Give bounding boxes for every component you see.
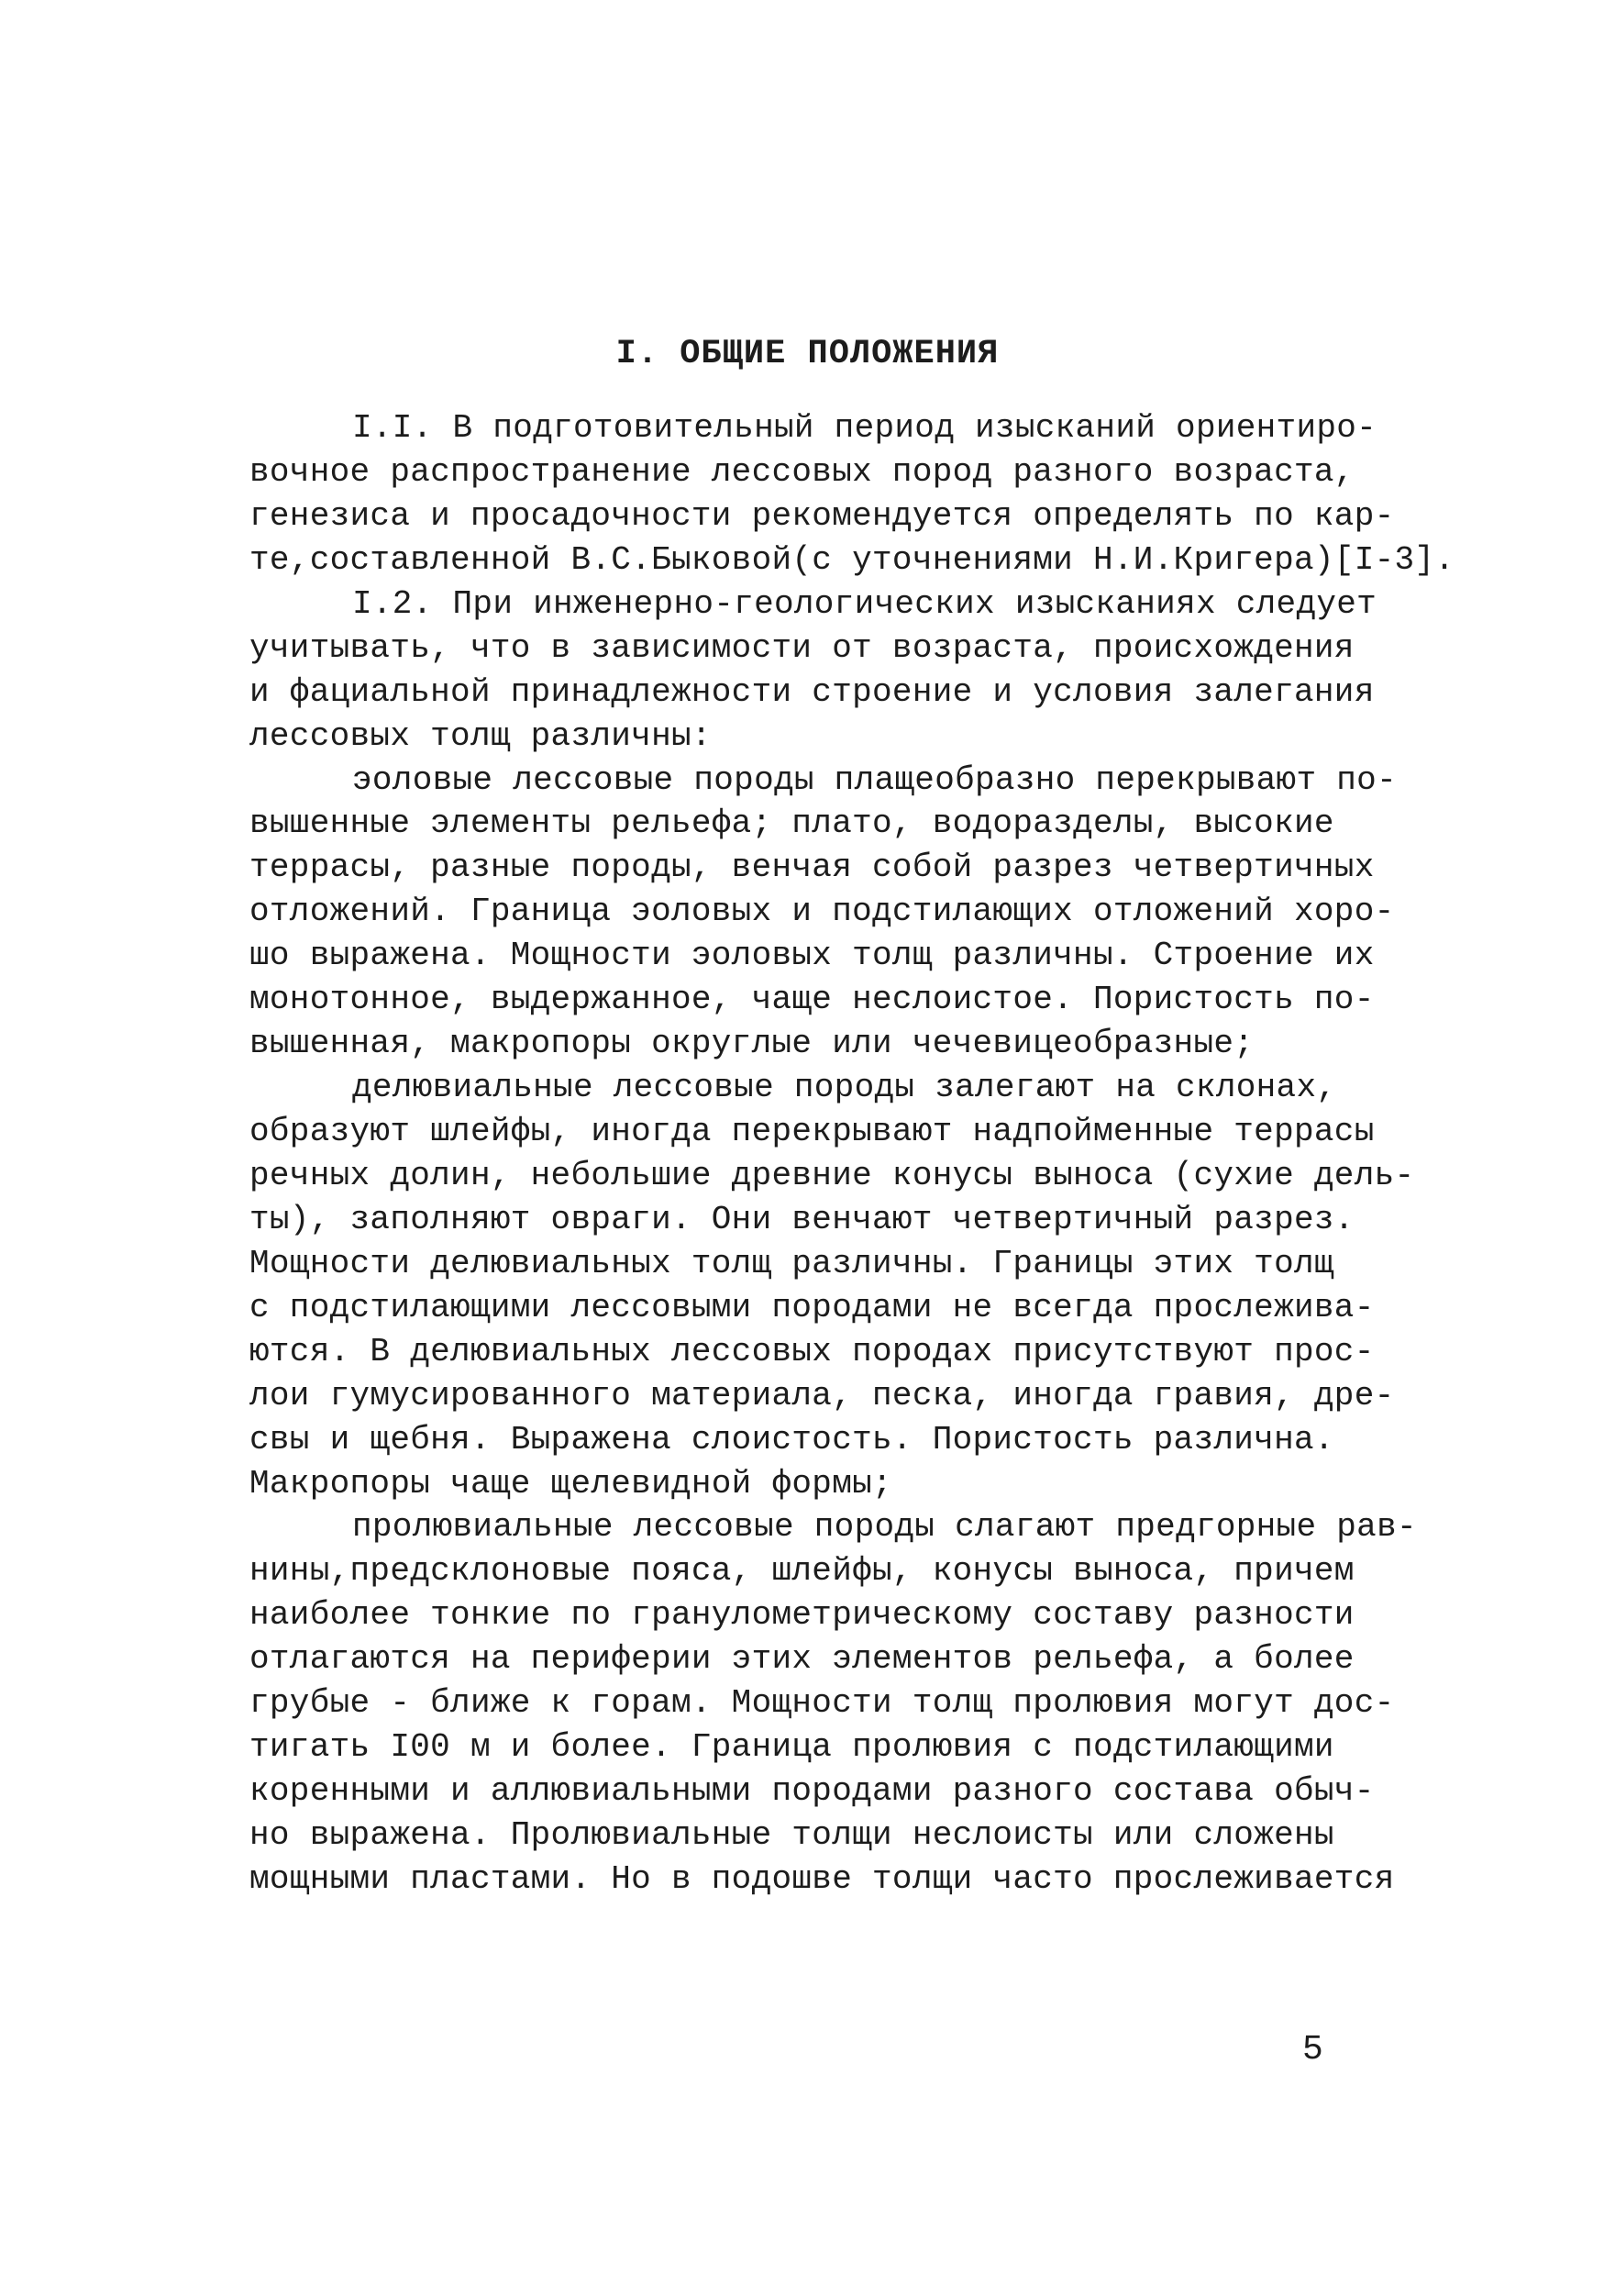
text-line: лои гумусированного материала, песка, иногда гравия, дре- xyxy=(249,1376,1395,1414)
text-line: вочное распространение лессовых пород разного возраста, xyxy=(249,452,1355,491)
page-number: 5 xyxy=(1302,2030,1323,2069)
text-line: Макропоры чаще щелевидной формы; xyxy=(249,1464,892,1503)
text-line: коренными и аллювиальными породами разного состава обыч- xyxy=(249,1772,1375,1811)
text-line: террасы, разные породы, венчая собой разрез четвертичных xyxy=(249,849,1375,887)
text-line: I.I. В подготовительный период изысканий ориентиро- xyxy=(352,409,1377,447)
text-line: свы и щебня. Выражена слоистость. Пористость различна. xyxy=(249,1420,1334,1459)
body-text xyxy=(249,406,1455,1902)
text-line: ются. В делювиальных лессовых породах присутствуют прос- xyxy=(249,1332,1375,1370)
text-line: отложений. Граница эоловых и подстилающих отложений хоро- xyxy=(249,893,1395,931)
section-title: I. ОБЩИЕ ПОЛОЖЕНИЯ xyxy=(615,335,1000,373)
text-line: и фациальной принадлежности строение и условия залегания xyxy=(249,672,1375,711)
text-line: отлагаются на периферии этих элементов рельефа, а более xyxy=(249,1640,1355,1679)
text-line: монотонное, выдержанное, чаще неслоистое. Пористость по- xyxy=(249,981,1375,1019)
text-line: с подстилающими лессовыми породами не всегда прослеживa- xyxy=(249,1288,1375,1326)
text-line: шо выражена. Мощности эоловых толщ различны. Строение их xyxy=(249,937,1375,975)
text-line: те,составленной В.С.Быковой(с уточнениями Н.И.Кригера)[I-3]. xyxy=(249,540,1455,579)
text-line: лессовых толщ различны: xyxy=(249,716,712,755)
text-line: образуют шлейфы, иногда перекрывают надпойменные террасы xyxy=(249,1113,1375,1150)
text-line: тигать I00 м и более. Граница пролювия с подстилающими xyxy=(249,1728,1334,1767)
text-line: наиболее тонкие по гранулометрическому составу разности xyxy=(249,1596,1355,1635)
text-line: речных долин, небольшие древние конусы выноса (сухие дель- xyxy=(249,1156,1415,1194)
text-line: делювиальные лессовые породы залегают на склонах, xyxy=(352,1069,1337,1107)
text-line: I.2. При инженерно-геологических изысканиях следует xyxy=(352,584,1377,623)
text-line: учитывать, что в зависимости от возраста, происхождения xyxy=(249,628,1355,667)
text-line: эоловые лессовые породы плащеобразно перекрывают по- xyxy=(352,760,1397,799)
text-line: нины,предсклоновые пояса, шлейфы, конусы выноса, причем xyxy=(249,1552,1355,1591)
text-line: но выражена. Пролювиальные толщи неслоисты или сложены xyxy=(249,1816,1334,1854)
text-line: вышенные элементы рельефа; плато, водоразделы, высокие xyxy=(249,804,1334,843)
text-line: мощными пластами. Но в подошве толщи часто прослеживается xyxy=(249,1859,1395,1898)
text-line: генезиса и просадочности рекомендуется определять по кар- xyxy=(249,496,1395,535)
text-line: ты), заполняют овраги. Они венчают четвертичный разрез. xyxy=(249,1200,1355,1238)
text-line: Мощности делювиальных толщ различны. Границы этих толщ xyxy=(249,1244,1334,1282)
text-line: пролювиальные лессовые породы слагают предгорные рав- xyxy=(352,1508,1417,1547)
text-line: грубые - ближе к горам. Мощности толщ пролювия могут дос- xyxy=(249,1684,1395,1723)
text-line: вышенная, макропоры округлые или чечевицеобразные; xyxy=(249,1025,1255,1063)
